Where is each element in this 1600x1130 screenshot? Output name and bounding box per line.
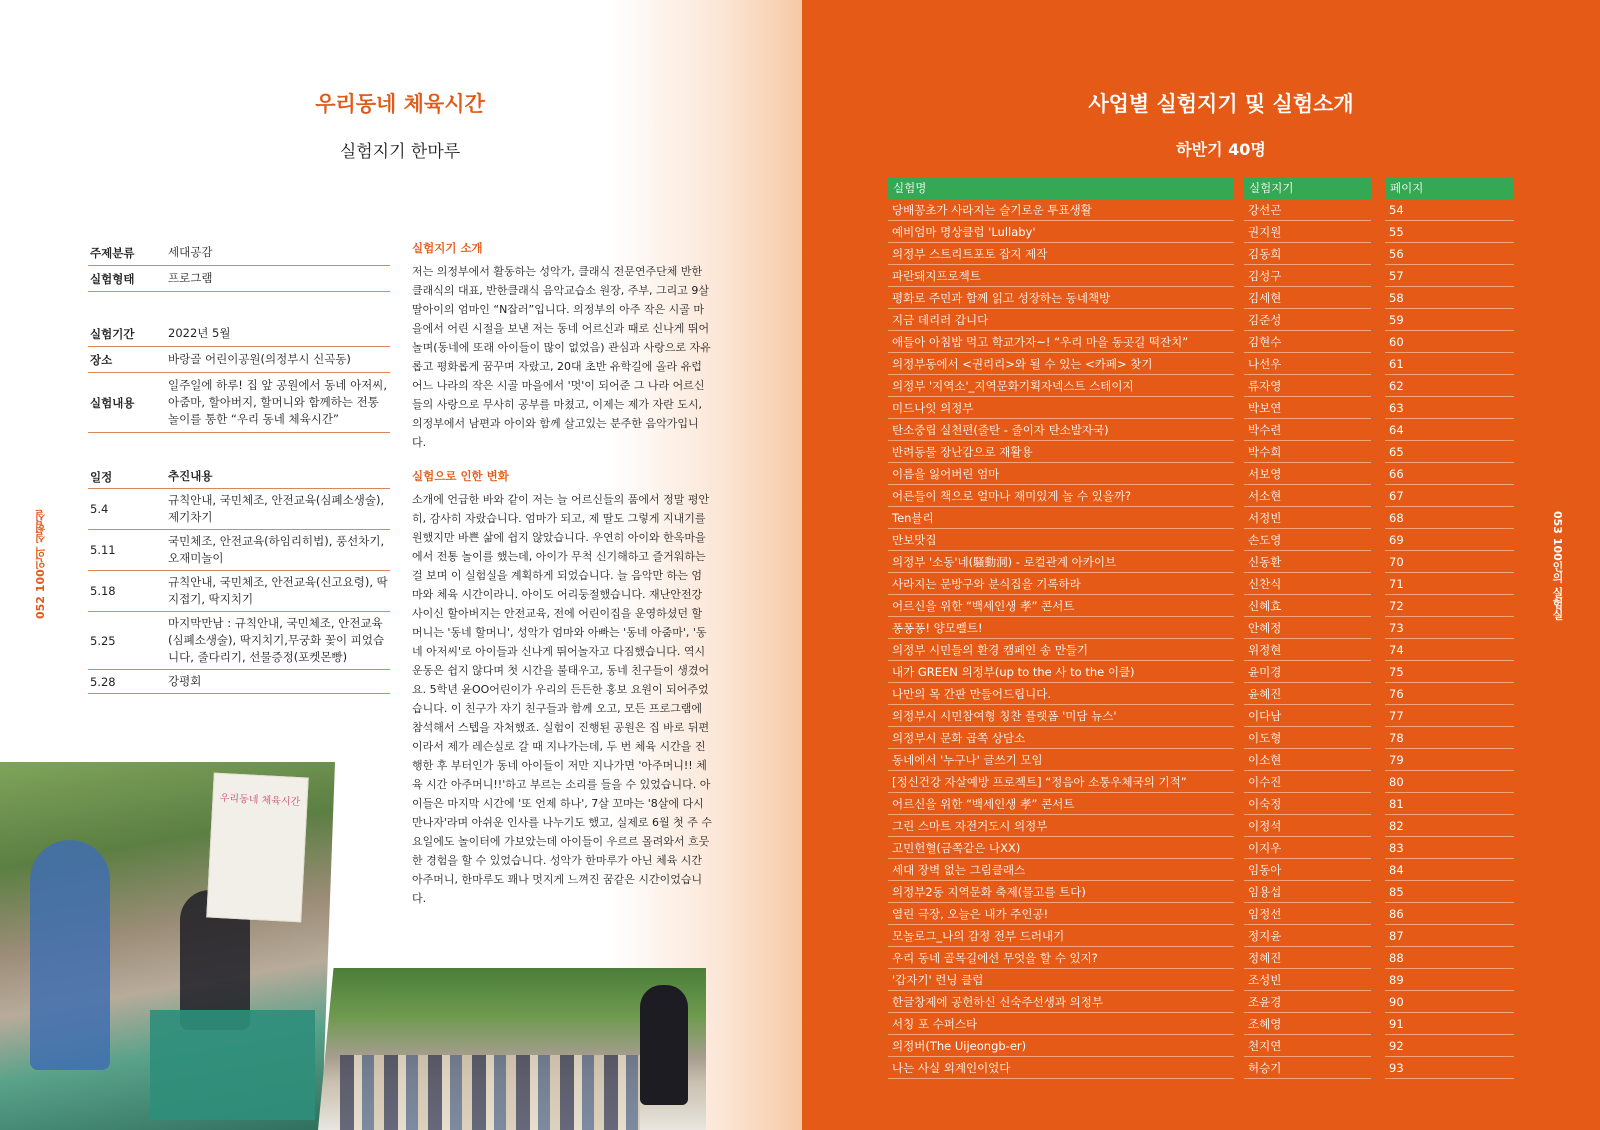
table-row xyxy=(888,1013,1514,1035)
schedule-row xyxy=(88,571,390,612)
cell-name: 미드나잇 의정부 xyxy=(888,397,1234,419)
cell-name: 한글창제에 공헌하신 신숙주선생과 의정부 xyxy=(888,991,1234,1013)
schedule-header-date: 일정 xyxy=(90,469,113,484)
cell-page: 76 xyxy=(1385,683,1514,705)
cell-name: 어르신을 위한 “백세인생 孝” 콘서트 xyxy=(888,793,1234,815)
table-row xyxy=(888,1057,1514,1079)
cell-leader: 정혜진 xyxy=(1244,947,1371,969)
cell-name: [정신건강 자살예방 프로젝트] “정음아 소통우체국의 기적” xyxy=(888,771,1234,793)
table-row xyxy=(888,397,1514,419)
table-row xyxy=(888,595,1514,617)
info-row xyxy=(88,347,390,373)
cell-page: 70 xyxy=(1385,551,1514,573)
table-row xyxy=(888,419,1514,441)
table-row xyxy=(888,243,1514,265)
cell-leader: 위정현 xyxy=(1244,639,1371,661)
table-row xyxy=(888,749,1514,771)
table-row xyxy=(888,991,1514,1013)
cell-page: 62 xyxy=(1385,375,1514,397)
table-row xyxy=(888,1035,1514,1057)
cell-name: 당배꽁초가 사라지는 슬기로운 투표생활 xyxy=(888,199,1234,221)
cell-page: 92 xyxy=(1385,1035,1514,1057)
cell-leader: 김동희 xyxy=(1244,243,1371,265)
cell-leader: 박보연 xyxy=(1244,397,1371,419)
page-subtitle: 실험지기 한마루 xyxy=(339,142,461,162)
cell-page: 74 xyxy=(1385,639,1514,661)
program-banner xyxy=(206,773,308,923)
info-value: 일주일에 하루! 집 앞 공원에서 동네 아저씨, 아줌마, 할아버지, 할머니와 함께하는 전통 놀이를 통한 “우리 동네 체육시간” xyxy=(168,378,388,426)
cell-leader: 조혜영 xyxy=(1244,1013,1371,1035)
cell-leader: 이숙정 xyxy=(1244,793,1371,815)
table-row xyxy=(888,529,1514,551)
cell-page: 58 xyxy=(1385,287,1514,309)
info-value: 프로그램 xyxy=(168,271,213,285)
table-row xyxy=(888,683,1514,705)
info-value: 2022년 5월 xyxy=(168,326,231,340)
cell-name: 그린 스마트 자전거도시 의정부 xyxy=(888,815,1234,837)
cell-page: 79 xyxy=(1385,749,1514,771)
info-row xyxy=(88,266,390,292)
cell-page: 78 xyxy=(1385,727,1514,749)
cell-leader: 김성구 xyxy=(1244,265,1371,287)
cell-name: 동네에서 '누구나' 글쓰기 모임 xyxy=(888,749,1234,771)
table-row xyxy=(888,287,1514,309)
cell-name: 어른들이 책으로 얼마나 재미있게 놀 수 있을까? xyxy=(888,485,1234,507)
cell-name: 의정부 '소동'네(騷動洞) - 로컬관계 아카이브 xyxy=(888,551,1234,573)
cell-name: 파란돼지프로젝트 xyxy=(888,265,1234,287)
banner-text: 우리동네 체육시간 xyxy=(219,792,301,809)
schedule-table xyxy=(88,465,390,694)
cell-name: 의정부시 문화 곱쪽 상담소 xyxy=(888,727,1234,749)
cell-page: 80 xyxy=(1385,771,1514,793)
schedule-date: 5.11 xyxy=(90,543,116,557)
page-title: 사업별 실험지기 및 실험소개 xyxy=(1088,92,1354,116)
cell-page: 73 xyxy=(1385,617,1514,639)
cell-page: 54 xyxy=(1385,199,1514,221)
cell-leader: 이소현 xyxy=(1244,749,1371,771)
cell-name: 탄소중립 실천편(줄탄 - 줄이자 탄소발자국) xyxy=(888,419,1234,441)
cell-name: 만보맛집 xyxy=(888,529,1234,551)
table-row xyxy=(888,815,1514,837)
cell-page: 93 xyxy=(1385,1057,1514,1079)
schedule-date: 5.4 xyxy=(90,502,109,516)
cell-name: 모놀로그_나의 감정 전부 드러내기 xyxy=(888,925,1234,947)
table-row xyxy=(888,859,1514,881)
table-row xyxy=(888,903,1514,925)
table-row xyxy=(888,617,1514,639)
cell-name: 내가 GREEN 의정부(up to the 사 to the 이클) xyxy=(888,661,1234,683)
cell-page: 82 xyxy=(1385,815,1514,837)
cell-page: 84 xyxy=(1385,859,1514,881)
schedule-content: 규칙안내, 국민체조, 안전교육(신고요령), 딱지접기, 딱지치기 xyxy=(168,575,388,606)
page-number-label: 052 100인의 실험실 xyxy=(34,510,47,620)
table-row xyxy=(888,331,1514,353)
cell-leader: 김현수 xyxy=(1244,331,1371,353)
cell-name: 열린 극장, 오늘은 내가 주인공! xyxy=(888,903,1234,925)
cell-name: 반려동물 장난감으로 재활용 xyxy=(888,441,1234,463)
cell-name: Ten블리 xyxy=(888,507,1234,529)
cell-name: 의정부 '지역소'_지역문화기획자넥스트 스테이지 xyxy=(888,375,1234,397)
schedule-content: 규칙안내, 국민체조, 안전교육(심폐소생술), 제기차기 xyxy=(168,493,385,524)
cell-leader: 신찬식 xyxy=(1244,573,1371,595)
table-body xyxy=(888,199,1514,1079)
cell-name: 의정버(The Uijeongb-er) xyxy=(888,1035,1234,1057)
table-row xyxy=(888,463,1514,485)
cell-leader: 윤미경 xyxy=(1244,661,1371,683)
info-table-details xyxy=(88,321,390,433)
cell-leader: 안혜정 xyxy=(1244,617,1371,639)
cell-page: 66 xyxy=(1385,463,1514,485)
photo-figure xyxy=(640,985,688,1105)
header-page: 페이지 xyxy=(1385,177,1514,199)
info-key: 실험형태 xyxy=(90,271,135,286)
table-row xyxy=(888,969,1514,991)
schedule-content: 마지막만남 : 규칙안내, 국민체조, 안전교육(심폐소생술), 딱지치기,무궁화 꽃이 피었습니다, 줄다리기, 선물증정(포켓몬빵) xyxy=(168,616,385,664)
cell-name: 나만의 목 간판 만들어드립니다. xyxy=(888,683,1234,705)
info-value: 바랑골 어린이공원(의정부시 신곡동) xyxy=(168,352,351,366)
schedule-date: 5.18 xyxy=(90,584,116,598)
cell-page: 83 xyxy=(1385,837,1514,859)
table-row xyxy=(888,837,1514,859)
cell-leader: 손도영 xyxy=(1244,529,1371,551)
cell-page: 91 xyxy=(1385,1013,1514,1035)
cell-page: 71 xyxy=(1385,573,1514,595)
section-title-intro: 실험지기 소개 xyxy=(412,241,483,255)
table-row xyxy=(888,551,1514,573)
cell-name: 예비엄마 명상클럽 'Lullaby' xyxy=(888,221,1234,243)
info-row xyxy=(88,321,390,347)
schedule-row xyxy=(88,489,390,530)
experiment-table xyxy=(888,177,1514,1079)
cell-page: 64 xyxy=(1385,419,1514,441)
cell-name: 세대 장벽 없는 그림클래스 xyxy=(888,859,1234,881)
cell-page: 87 xyxy=(1385,925,1514,947)
right-page xyxy=(802,0,1600,1130)
cell-name: 이름을 잃어버린 엄마 xyxy=(888,463,1234,485)
cell-name: '갑자기' 런닝 클럽 xyxy=(888,969,1234,991)
table-row xyxy=(888,705,1514,727)
cell-page: 86 xyxy=(1385,903,1514,925)
page-subtitle: 하반기 40명 xyxy=(1176,140,1266,159)
cell-name: 의정부 스트리트포토 잡지 제작 xyxy=(888,243,1234,265)
cell-leader: 이수진 xyxy=(1244,771,1371,793)
cell-name: 애들아 아침밥 먹고 학교가자~! “우리 마을 동곳길 떡잔치” xyxy=(888,331,1234,353)
header-name: 실험명 xyxy=(888,177,1234,199)
cell-page: 57 xyxy=(1385,265,1514,287)
cell-name: 서칭 포 수퍼스타 xyxy=(888,1013,1234,1035)
table-row xyxy=(888,881,1514,903)
table-row xyxy=(888,573,1514,595)
cell-leader: 신동환 xyxy=(1244,551,1371,573)
schedule-content: 강평회 xyxy=(168,674,202,688)
section-body-change: 소개에 언급한 바와 같이 저는 늘 어르신들의 품에서 정말 평안히, 감사히 자랐습니다. 엄마가 되고, 제 딸도 그렇게 지내기를 원했지만 바쁜 삶에 쉽지 않았습니다. 우연히 아이와 한옥마을에서 전통 놀이를 했는데, 아이가 무척 신기해하고 즐거워하는 걸 보며 이 실험실을 계획하게 되었습니다. 늘 음악만 하는 엄마와 체육 시간이라니. 아이도 어리둥절했습니다. 재난안전강사이신 할아버지는 안전교육, 전에 어린이집을 운영하셨던 할머니는 '동네 할머니', 성악가 엄마와 아빠는 '동네 아줌마', '동네 아저씨'로 아이들과 신나게 뛰어놀자고 다짐했습니다. 역시 운동은 쉽지 않다며 첫 시간을 불태우고, 동네 친구들이 생겼어요. 5학년 윤OO어린이가 우리의 든든한 홍보 요원이 되어주었습니다. 이 친구가 자기 친구들과 함께 오고, 모든 프로그램에 참석해서 스텝을 자처했죠. 실험이 진행된 공원은 집 바로 뒤편이라서 제가 레슨실로 갈 때 지나가는데, 두 번 체육 시간을 진행한 후 부터인가 동네 아이들이 저만 지나가면 '아주머니!! 체육 시간 아주머니!!'하고 부르는 소리를 들을 수 있었습니다. 아이들은 마지막 시간에 '또 언제 하나', 7살 꼬마는 '8살에 다시 만나자'라며 아쉬운 인사를 나누기도 했고, 실제로 6월 첫 주 수요일에도 놀이터에 가보았는데 아이들이 우르르 몰려와서 흐뭇한 경험을 할 수 있었습니다. 성악가 한마루가 아닌 체육 시간 아주머니, 한마루도 꽤나 멋지게 느껴진 꿈같은 시간이었습니다. xyxy=(412,493,713,905)
cell-page: 89 xyxy=(1385,969,1514,991)
cell-page: 72 xyxy=(1385,595,1514,617)
photo-figure xyxy=(30,840,110,1070)
table-row xyxy=(888,309,1514,331)
info-key: 장소 xyxy=(90,352,113,367)
cell-leader: 이정석 xyxy=(1244,815,1371,837)
cell-name: 사라지는 문방구와 분식집을 기록하라 xyxy=(888,573,1234,595)
cell-name: 의정부시 시민참여형 칭찬 플랫폼 '미담 뉴스' xyxy=(888,705,1234,727)
table-row xyxy=(888,265,1514,287)
cell-name: 우리 동네 골목길에선 무엇을 할 수 있지? xyxy=(888,947,1234,969)
cell-leader: 박수희 xyxy=(1244,441,1371,463)
cell-name: 의정부2동 지역문화 축제(물고를 트다) xyxy=(888,881,1234,903)
cell-leader: 천지연 xyxy=(1244,1035,1371,1057)
cell-leader: 나선우 xyxy=(1244,353,1371,375)
cell-name: 지금 데리러 갑니다 xyxy=(888,309,1234,331)
cell-page: 90 xyxy=(1385,991,1514,1013)
photo-children xyxy=(340,1055,640,1130)
cell-leader: 서정빈 xyxy=(1244,507,1371,529)
cell-leader: 박수련 xyxy=(1244,419,1371,441)
cell-name: 고민헌혈(금쪽같은 나XX) xyxy=(888,837,1234,859)
cell-page: 60 xyxy=(1385,331,1514,353)
cell-leader: 류자영 xyxy=(1244,375,1371,397)
cell-leader: 조윤경 xyxy=(1244,991,1371,1013)
table-row xyxy=(888,947,1514,969)
info-value: 세대공감 xyxy=(168,245,213,259)
info-key: 주제분류 xyxy=(90,245,135,260)
cell-name: 의정부 시민들의 환경 캠페인 송 만들기 xyxy=(888,639,1234,661)
table-row xyxy=(888,353,1514,375)
photo-mat xyxy=(150,1010,315,1120)
cell-leader: 서소현 xyxy=(1244,485,1371,507)
table-row xyxy=(888,441,1514,463)
table-header xyxy=(888,177,1514,199)
table-row xyxy=(888,507,1514,529)
table-row xyxy=(888,661,1514,683)
cell-page: 63 xyxy=(1385,397,1514,419)
page-number-label: 053 100인의 실험실 xyxy=(1551,510,1564,620)
cell-leader: 이도형 xyxy=(1244,727,1371,749)
section-body-intro: 저는 의정부에서 활동하는 성악가, 클래식 전문연주단체 반한 클래식의 대표, 반한클래식 음악교습소 원장, 주부, 그리고 9살 딸아이의 엄마인 “N잡러”입니다. 의정부의 아주 작은 시골 마을에서 어린 시절을 보낸 저는 동네 어르신과 때로 신나게 뛰어놀며(동네에 또래 아이들이 많이 없었음) 관심과 사랑으로 자유롭고 평화롭게 꿈꾸며 자랐고, 20대 초반 유학길에 올라 유럽 어느 나라의 작은 시골 마을에서 '멋'이 되어준 그 나라 어르신들의 사랑으로 무사히 공부를 마쳤고, 이제는 제가 자란 도시, 의정부에서 남편과 아이와 함께 살고있는 분주한 음악가입니다. xyxy=(412,265,711,449)
table-row xyxy=(888,771,1514,793)
cell-leader: 김준성 xyxy=(1244,309,1371,331)
schedule-date: 5.25 xyxy=(90,633,116,648)
cell-page: 85 xyxy=(1385,881,1514,903)
page-title: 우리동네 체육시간 xyxy=(315,92,485,116)
cell-page: 75 xyxy=(1385,661,1514,683)
cell-leader: 정지윤 xyxy=(1244,925,1371,947)
table-row xyxy=(888,727,1514,749)
info-row xyxy=(88,373,390,433)
cell-page: 67 xyxy=(1385,485,1514,507)
section-title-change: 실험으로 인한 변화 xyxy=(412,469,509,483)
table-row xyxy=(888,793,1514,815)
cell-page: 55 xyxy=(1385,221,1514,243)
cell-page: 65 xyxy=(1385,441,1514,463)
table-row xyxy=(888,485,1514,507)
cell-leader: 허승기 xyxy=(1244,1057,1371,1079)
cell-leader: 김세현 xyxy=(1244,287,1371,309)
info-key: 실험기간 xyxy=(90,326,135,341)
cell-leader: 서보영 xyxy=(1244,463,1371,485)
cell-name: 어르신을 위한 “백세인생 孝” 콘서트 xyxy=(888,595,1234,617)
cell-name: 퐁퐁퐁! 양모펠트! xyxy=(888,617,1234,639)
table-row xyxy=(888,925,1514,947)
cell-leader: 임정선 xyxy=(1244,903,1371,925)
table-row xyxy=(888,375,1514,397)
cell-leader: 신혜효 xyxy=(1244,595,1371,617)
schedule-header-content: 추진내용 xyxy=(168,469,213,483)
cell-leader: 임용섭 xyxy=(1244,881,1371,903)
cell-leader: 권지원 xyxy=(1244,221,1371,243)
header-leader: 실험지기 xyxy=(1244,177,1371,199)
info-key: 실험내용 xyxy=(90,395,135,410)
cell-leader: 이다남 xyxy=(1244,705,1371,727)
schedule-date: 5.28 xyxy=(90,674,116,689)
cell-page: 56 xyxy=(1385,243,1514,265)
cell-name: 의정부동에서 <권리리>와 될 수 있는 <카페> 찾기 xyxy=(888,353,1234,375)
cell-leader: 조성빈 xyxy=(1244,969,1371,991)
schedule-row xyxy=(88,530,390,571)
cell-leader: 강선곤 xyxy=(1244,199,1371,221)
info-row xyxy=(88,240,390,266)
cell-page: 81 xyxy=(1385,793,1514,815)
cell-page: 69 xyxy=(1385,529,1514,551)
cell-page: 77 xyxy=(1385,705,1514,727)
cell-leader: 이지우 xyxy=(1244,837,1371,859)
table-row xyxy=(888,639,1514,661)
cell-page: 68 xyxy=(1385,507,1514,529)
schedule-row xyxy=(88,612,390,670)
schedule-content: 국민체조, 안전교육(하임리히법), 풍선차기, 오재미놀이 xyxy=(168,534,385,565)
cell-page: 61 xyxy=(1385,353,1514,375)
info-table-category xyxy=(88,240,390,292)
cell-page: 59 xyxy=(1385,309,1514,331)
table-row xyxy=(888,221,1514,243)
cell-leader: 임동아 xyxy=(1244,859,1371,881)
cell-leader: 윤혜진 xyxy=(1244,683,1371,705)
schedule-row xyxy=(88,670,390,694)
cell-name: 평화로 주민과 함께 읽고 성장하는 동네책방 xyxy=(888,287,1234,309)
table-row xyxy=(888,199,1514,221)
schedule-header xyxy=(88,465,390,489)
cell-name: 나는 사실 외계인이었다 xyxy=(888,1057,1234,1079)
cell-page: 88 xyxy=(1385,947,1514,969)
